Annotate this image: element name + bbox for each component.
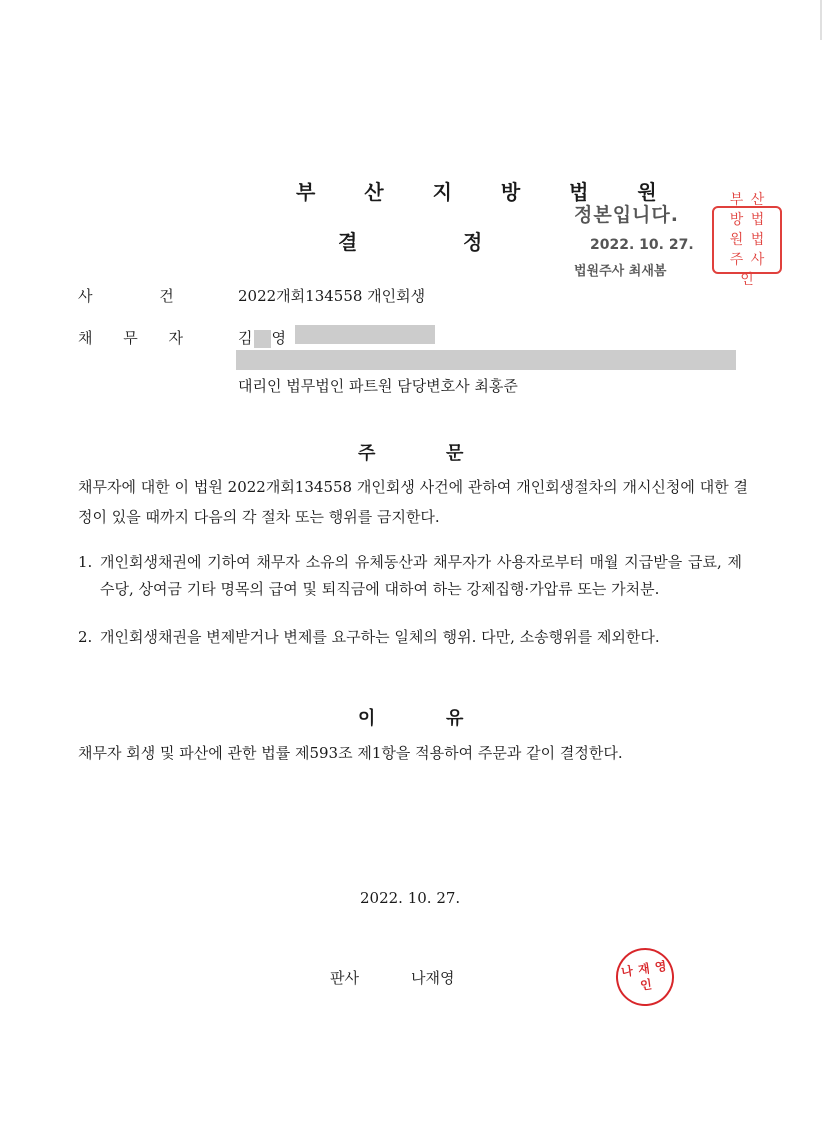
case-value: 2022개회134558 개인회생 — [238, 287, 426, 305]
order-title-char-1: 주 — [358, 443, 376, 464]
list-item-text: 개인회생채권을 변제받거나 변제를 요구하는 일체의 행위. 다만, 소송행위를 제외한다. — [100, 628, 660, 646]
reason-title-char-2: 유 — [446, 708, 464, 729]
order-title-char-2: 문 — [446, 443, 464, 464]
debtor-name-last: 영 — [271, 329, 286, 347]
list-item-text: 개인회생채권에 기하여 채무자 소유의 유체동산과 채무자가 사용자로부터 매월 지급받을 급료, 제수당, 상여금 기타 명목의 급여 및 퇴직금에 대하여 하는 강제집행·가압류 또는 가처분. — [100, 553, 742, 598]
reason-paragraph: 채무자 회생 및 파산에 관한 법률 제593조 제1항을 적용하여 주문과 같이 결정한다. — [78, 744, 623, 762]
debtor-agent: 대리인 법무법인 파트원 담당변호사 최홍준 — [238, 377, 518, 395]
debtor-label: 채 무 자 — [78, 329, 184, 347]
list-item-number: 1. — [78, 553, 93, 571]
court-name: 부 산 지 방 법 원 — [296, 180, 678, 204]
order-paragraph: 채무자에 대한 이 법원 2022개회134558 개인회생 사건에 관하여 개인회생절차의 개시신청에 대한 결정이 있을 때까지 다음의 각 절차 또는 행위를 금지한다. — [78, 478, 748, 526]
court-seal-stamp: 부 산 방 법 원 법 주 사 인 — [712, 206, 782, 274]
document-type-char-2: 정 — [463, 230, 483, 254]
order-list-item — [78, 549, 742, 603]
debtor-name — [238, 327, 286, 348]
judge-seal-stamp: 나 재 영 인 — [612, 944, 678, 1010]
certification-date: 2022. 10. 27. — [590, 237, 694, 253]
case-label: 사 건 — [78, 287, 174, 305]
redaction-block — [254, 330, 271, 348]
list-item-number: 2. — [78, 628, 93, 646]
judge-name: 나재영 — [411, 969, 455, 987]
redacted-address — [236, 350, 736, 370]
decision-date: 2022. 10. 27. — [360, 889, 461, 907]
judge-title: 판사 — [330, 969, 359, 987]
document-type-char-1: 결 — [338, 230, 358, 254]
reason-title-char-1: 이 — [358, 708, 376, 729]
page-edge-line — [820, 0, 822, 40]
certified-copy-text: 정본입니다. — [574, 204, 679, 226]
debtor-name-first: 김 — [238, 329, 253, 347]
certification-clerk: 법원주사 최새봄 — [574, 264, 667, 279]
order-list-item — [78, 624, 742, 651]
redacted-id-number — [295, 325, 435, 344]
